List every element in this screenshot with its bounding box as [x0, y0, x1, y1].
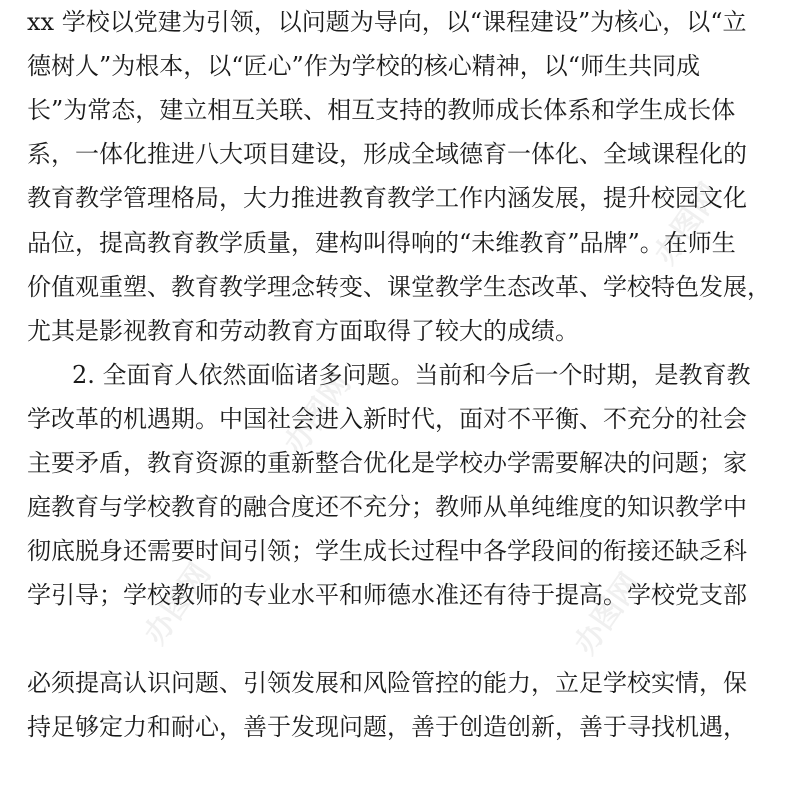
- text-line: 德树人”为根本，以“匠心”作为学校的核心精神，以“师生共同成: [27, 52, 701, 80]
- text-line: xx 学校以党建为引领，以问题为导向，以“课程建设”为核心，以“立: [27, 8, 747, 36]
- text-line: 品位，提高教育教学质量，建构叫得响的“未维教育”品牌”。在师生: [27, 229, 736, 257]
- text-line: 系，一体化推进八大项目建设，形成全域德育一体化、全域课程化的: [27, 140, 747, 168]
- text-line: 学引导；学校教师的专业水平和师德水准还有待于提高。学校党支部: [27, 581, 747, 609]
- text-line: 尤其是影视教育和劳动教育方面取得了较大的成绩。: [27, 317, 579, 345]
- watermark: 办图网: [647, 177, 729, 271]
- text-line: 主要矛盾，教育资源的重新整合优化是学校办学需要解决的问题；家: [27, 449, 747, 477]
- text-line: 学改革的机遇期。中国社会进入新时代，面对不平衡、不充分的社会: [27, 405, 747, 433]
- watermark: 办图网: [137, 557, 219, 651]
- paragraph-heading-line: 2. 全面育人依然面临诸多问题。当前和今后一个时期，是教育教: [72, 361, 751, 389]
- text-line: 教育教学管理格局，大力推进教育教学工作内涵发展，提升校园文化: [27, 184, 747, 212]
- text-line: 价值观重塑、教育教学理念转变、课堂教学生态改革、学校特色发展，: [27, 273, 771, 301]
- text-line: 长”为常态，建立相互关联、相互支持的教师成长体系和学生成长体: [27, 96, 736, 124]
- watermark: 办图网: [277, 367, 359, 461]
- text-line: 必须提高认识问题、引领发展和风险管控的能力，立足学校实情，保: [27, 669, 747, 697]
- text-line: 彻底脱身还需要时间引领；学生成长过程中各学段间的衔接还缺乏科: [27, 537, 747, 565]
- watermark: 办图网: [567, 567, 649, 661]
- text-line: 持足够定力和耐心，善于发现问题，善于创造创新，善于寻找机遇，: [27, 713, 747, 741]
- text-line: 庭教育与学校教育的融合度还不充分；教师从单纯维度的知识教学中: [27, 493, 747, 521]
